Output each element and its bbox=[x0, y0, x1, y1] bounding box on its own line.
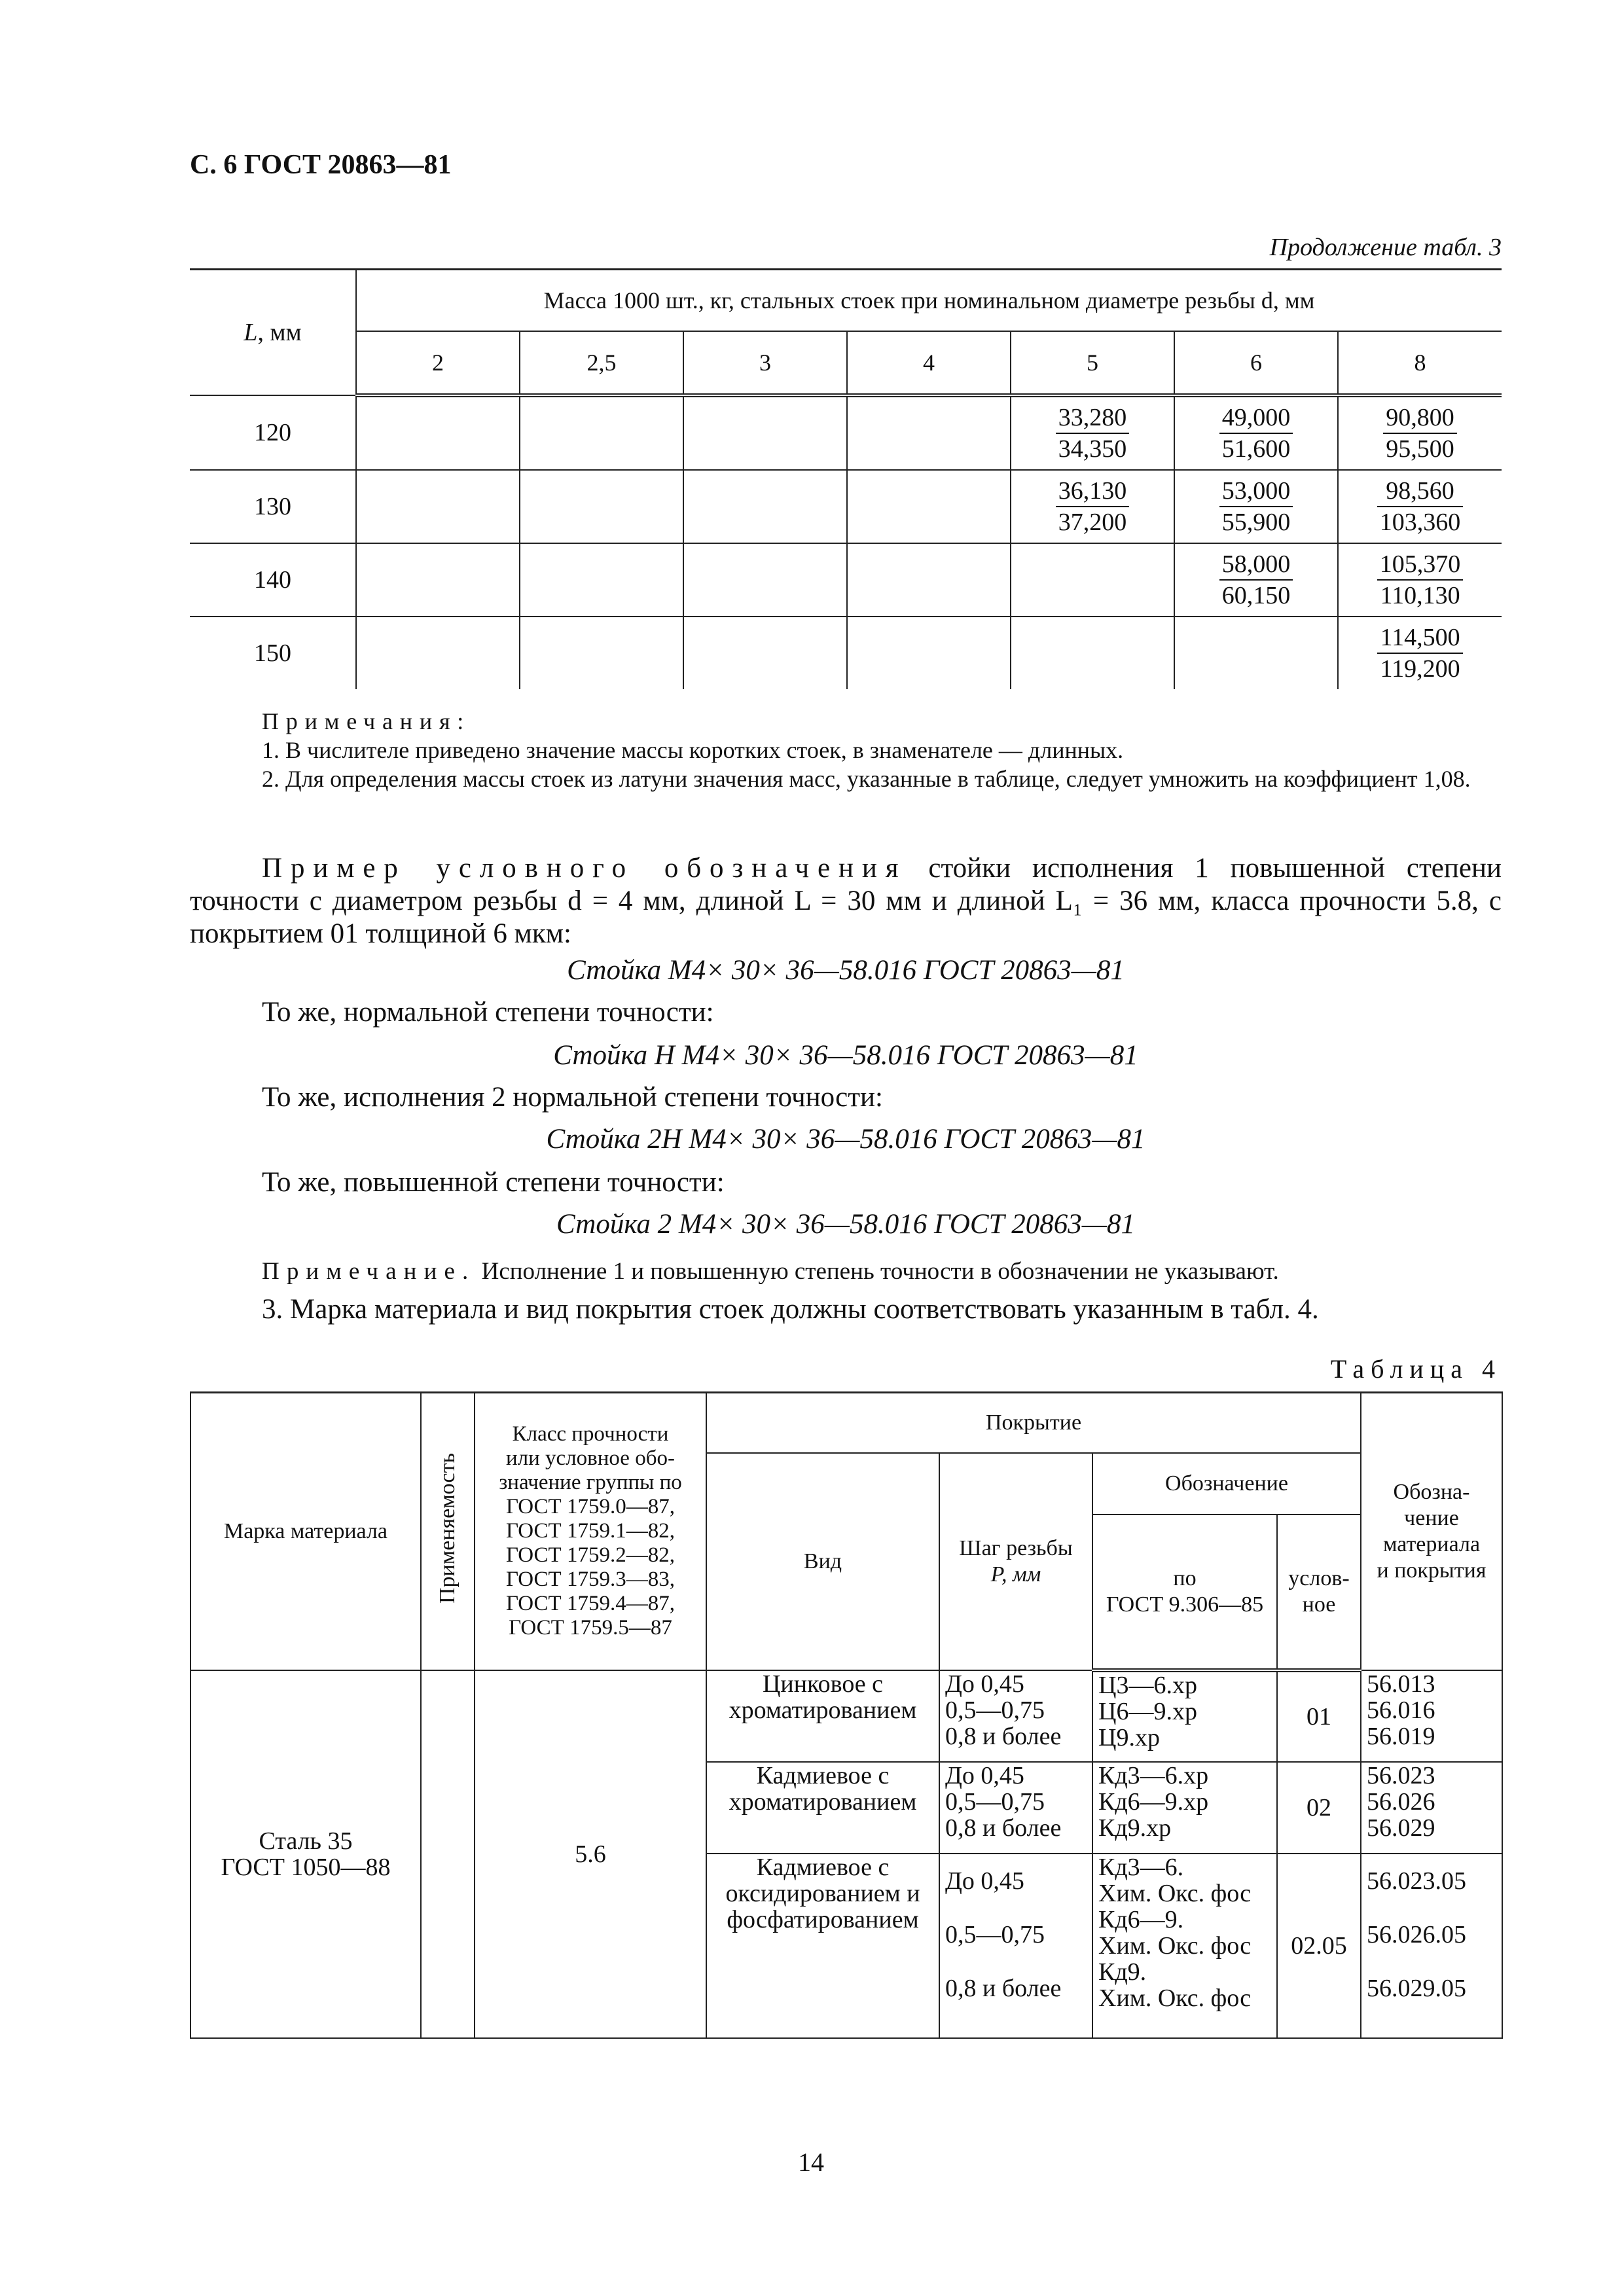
material-cell: Сталь 35 ГОСТ 1050—88 bbox=[190, 1670, 421, 2038]
designation-2: Стойка Н М4× 30× 36—58.016 ГОСТ 20863—81 bbox=[553, 1040, 1138, 1071]
table-row bbox=[190, 543, 1502, 617]
example-note-lead: Примечание. bbox=[262, 1258, 476, 1285]
designation-3: Стойка 2Н М4× 30× 36—58.016 ГОСТ 20863—81 bbox=[546, 1124, 1145, 1155]
mass-fraction: $\frac{49,000}{51,600}$ bbox=[1219, 403, 1293, 464]
example-lead: Пример условного обозначения bbox=[262, 853, 907, 884]
length-cell: 150 bbox=[190, 617, 356, 689]
note-2: 2. Для определения массы стоек из латуни значения масс, указанные в таблице, следует умножить на коэффициент 1,08. bbox=[262, 766, 1471, 792]
designation-1: Стойка М4× 30× 36—58.016 ГОСТ 20863—81 bbox=[567, 955, 1125, 986]
header-applicability: Применяемость bbox=[421, 1393, 475, 1670]
group-header-mass: Масса 1000 шт., кг, стальных стоек при номинальном диаметре резьбы d, мм bbox=[356, 270, 1502, 332]
mass-fraction: $\frac{33,280}{34,350}$ bbox=[1056, 403, 1130, 464]
page-number: 14 bbox=[798, 2147, 824, 2177]
mass-table bbox=[190, 268, 1502, 689]
pitch-values: До 0,45 0,5—0,75 0,8 и более bbox=[939, 1854, 1092, 2038]
table-row bbox=[190, 395, 1502, 470]
coating-kind: Кадмиевое с хроматированием bbox=[706, 1762, 939, 1854]
material-coating-code: 56.013 56.016 56.019 bbox=[1361, 1670, 1502, 1762]
material-coating-code: 56.023 56.026 56.029 bbox=[1361, 1762, 1502, 1854]
item-3: 3. Марка материала и вид покрытия стоек должны соответствовать указанным в табл. 4. bbox=[262, 1294, 1319, 1325]
table-row bbox=[190, 470, 1502, 543]
header-material: Марка материала bbox=[190, 1393, 421, 1670]
example-note bbox=[190, 1255, 1574, 1288]
example-sentence-4: То же, повышенной степени точности: bbox=[262, 1167, 725, 1198]
gost-designation: Кд3—6. Хим. Окс. фос Кд6—9. Хим. Окс. фос Кд9. Хим. Окс. фос bbox=[1092, 1854, 1277, 2038]
mass-fraction: $\frac{105,370}{110,130}$ bbox=[1377, 549, 1464, 611]
diameter-header: 6 bbox=[1174, 331, 1338, 395]
table-row bbox=[190, 1670, 1502, 1762]
example-sentence-3: То же, исполнения 2 нормальной степени точности: bbox=[262, 1082, 883, 1113]
conditional-code: 01 bbox=[1277, 1670, 1361, 1762]
table-row bbox=[190, 617, 1502, 689]
diameter-header: 4 bbox=[847, 331, 1011, 395]
example-paragraph bbox=[190, 852, 1502, 950]
pitch-values: До 0,45 0,5—0,75 0,8 и более bbox=[939, 1670, 1092, 1762]
mass-fraction: $\frac{90,800}{95,500}$ bbox=[1383, 403, 1457, 464]
material-coating-table bbox=[190, 1391, 1503, 2039]
header-kind: Вид bbox=[706, 1453, 939, 1670]
coating-kind: Кадмиевое с оксидированием и фосфатированием bbox=[706, 1854, 939, 2038]
diameter-header: 3 bbox=[683, 331, 847, 395]
class-cell: 5.6 bbox=[475, 1670, 706, 2038]
example-text: стойки исполнения 1 повышенной степени точности с диаметром резьбы d = 4 мм, длиной L = 30 мм и длиной L₁ = 36 мм, класса прочности 5.8, с покрытием 01 толщиной 6 мкм: bbox=[190, 853, 1502, 949]
example-note-text: Исполнение 1 и повышенную степень точности в обозначении не указывают. bbox=[475, 1258, 1279, 1285]
header-designation: Обозначение bbox=[1092, 1453, 1361, 1515]
conditional-code: 02.05 bbox=[1277, 1854, 1361, 2038]
length-cell: 140 bbox=[190, 543, 356, 617]
header-coating: Покрытие bbox=[706, 1393, 1361, 1453]
conditional-code: 02 bbox=[1277, 1762, 1361, 1854]
diameter-header: 5 bbox=[1011, 331, 1174, 395]
mass-fraction: $\frac{98,560}{103,360}$ bbox=[1377, 476, 1464, 537]
header-code: Обозна- чение материала и покрытия bbox=[1361, 1393, 1502, 1670]
header-gost-9306: по ГОСТ 9.306—85 bbox=[1092, 1515, 1277, 1670]
table-4-caption: Таблица 4 bbox=[1330, 1354, 1502, 1384]
gost-designation: Кд3—6.хр Кд6—9.хр Кд9.хр bbox=[1092, 1762, 1277, 1854]
note-1: 1. В числителе приведено значение массы коротких стоек, в знаменателе — длинных. bbox=[262, 737, 1124, 763]
header-strength-class: Класс прочности или условное обо- значение группы по ГОСТ 1759.0—87, ГОСТ 1759.1—82, ГОСТ 1759.2—82, ГОСТ 1759.3—83, ГОСТ 1759.4—87, ГОСТ 1759.5—87 bbox=[475, 1393, 706, 1670]
page-header: С. 6 ГОСТ 20863—81 bbox=[190, 150, 452, 180]
notes-title: Примечания: bbox=[262, 708, 471, 734]
material-coating-code: 56.023.05 56.026.05 56.029.05 bbox=[1361, 1854, 1502, 2038]
header-conditional: услов- ное bbox=[1277, 1515, 1361, 1670]
pitch-values: До 0,45 0,5—0,75 0,8 и более bbox=[939, 1762, 1092, 1854]
diameter-header: 2,5 bbox=[520, 331, 683, 395]
gost-designation: Ц3—6.хр Ц6—9.хр Ц9.хр bbox=[1092, 1670, 1277, 1762]
mass-fraction: $\frac{58,000}{60,150}$ bbox=[1219, 549, 1293, 611]
diameter-header: 8 bbox=[1338, 331, 1502, 395]
table-continuation-label: Продолжение табл. 3 bbox=[1269, 234, 1502, 261]
example-sentence-2: То же, нормальной степени точности: bbox=[262, 997, 714, 1028]
mass-fraction: $\frac{36,130}{37,200}$ bbox=[1056, 476, 1130, 537]
header-pitch: Шаг резьбы P, мм bbox=[939, 1453, 1092, 1670]
coating-kind: Цинковое с хроматированием bbox=[706, 1670, 939, 1762]
table-notes bbox=[190, 707, 1502, 793]
mass-fraction: $\frac{53,000}{55,900}$ bbox=[1219, 476, 1293, 537]
length-cell: 120 bbox=[190, 395, 356, 470]
length-cell: 130 bbox=[190, 470, 356, 543]
applicability-cell bbox=[421, 1670, 475, 2038]
column-header-length: L, мм bbox=[190, 270, 356, 396]
designation-4: Стойка 2 М4× 30× 36—58.016 ГОСТ 20863—81 bbox=[556, 1209, 1135, 1240]
mass-fraction: $\frac{114,500}{119,200}$ bbox=[1377, 622, 1462, 684]
diameter-header: 2 bbox=[356, 331, 520, 395]
